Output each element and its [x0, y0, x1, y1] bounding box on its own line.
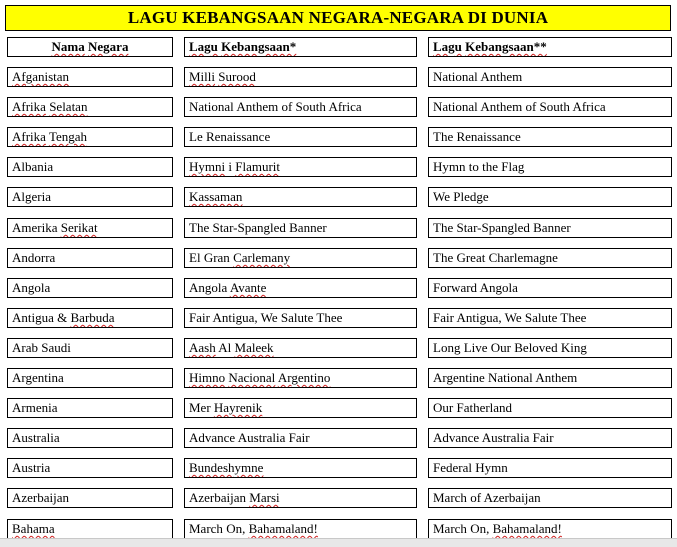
column-header-3: [428, 37, 672, 57]
cell-word: Our: [490, 340, 511, 355]
cell-word: The: [433, 129, 454, 144]
cell-word: Flag: [501, 159, 525, 174]
cell-word: Andorra: [12, 250, 56, 265]
cell-word: Kebangsaan*: [221, 39, 297, 54]
cell-word: Aash: [189, 340, 216, 355]
cell-word: Angola: [479, 280, 518, 295]
cell-word: Angola: [12, 280, 51, 295]
document-title: LAGU KEBANGSAAN NEGARA-NEGARA DI DUNIA: [5, 5, 671, 31]
cell-word: National: [433, 99, 478, 114]
anthem-translation-cell: [428, 428, 672, 448]
cell-word: Argentina: [12, 370, 64, 385]
cell-word: to: [468, 159, 479, 174]
anthem-original-cell: [184, 248, 417, 268]
cell-word: Carlemany: [233, 250, 291, 265]
cell-word: Afganistan: [12, 69, 70, 84]
cell-word: National: [488, 370, 533, 385]
cell-word: of: [525, 99, 537, 114]
cell-word: Star-Spangled: [456, 220, 530, 235]
cell-word: Le: [189, 129, 203, 144]
cell-word: Bahamaland!: [248, 521, 318, 536]
anthem-translation-cell: [428, 187, 672, 207]
cell-word: Thee: [560, 310, 587, 325]
cell-word: The: [189, 220, 210, 235]
cell-word: Al: [218, 340, 232, 355]
cell-word: Surood: [218, 69, 256, 84]
anthem-original-cell: [184, 488, 417, 508]
cell-word: King: [560, 340, 587, 355]
country-name-cell: [7, 368, 173, 388]
cell-word: Anthem: [480, 69, 523, 84]
cell-word: Renaissance: [456, 129, 521, 144]
cell-word: Thee: [316, 310, 343, 325]
anthem-translation-cell: [428, 398, 672, 418]
cell-word: Advance: [433, 430, 480, 445]
cell-word: Fatherland: [456, 400, 513, 415]
cell-word: Anthem: [535, 370, 578, 385]
cell-word: Azerbaijan: [12, 490, 70, 505]
cell-word: Afrika: [12, 99, 46, 114]
cell-word: Forward: [433, 280, 478, 295]
cell-word: Nama: [51, 39, 85, 54]
cell-word: Gran: [203, 250, 230, 265]
cell-word: Banner: [289, 220, 327, 235]
cell-word: Algeria: [12, 189, 51, 204]
cell-word: Africa: [572, 99, 606, 114]
cell-word: Nacional: [228, 370, 276, 385]
cell-word: Marsi: [249, 490, 280, 505]
cell-word: Bahamaland!: [492, 521, 562, 536]
cell-word: March: [189, 521, 223, 536]
cell-word: Afrika: [12, 129, 46, 144]
anthem-original-cell: [184, 428, 417, 448]
column-header-1: [7, 37, 173, 57]
cell-word: Maleek: [234, 340, 274, 355]
cell-word: of: [470, 490, 482, 505]
anthem-translation-cell: [428, 218, 672, 238]
cell-word: Federal: [433, 460, 472, 475]
cell-word: Pledge: [453, 189, 489, 204]
anthem-original-cell: [184, 187, 417, 207]
cell-word: Great: [456, 250, 486, 265]
cell-word: Salute: [524, 310, 558, 325]
cell-word: of: [281, 99, 293, 114]
country-name-cell: [7, 488, 173, 508]
cell-word: &: [57, 310, 68, 325]
cell-word: Austria: [12, 460, 51, 475]
country-name-cell: [7, 248, 173, 268]
cell-word: Australia: [237, 430, 286, 445]
country-name-cell: [7, 157, 173, 177]
cell-word: Australia: [481, 430, 530, 445]
cell-word: Anthem: [236, 99, 279, 114]
anthem-translation-cell: [428, 458, 672, 478]
anthem-translation-cell: [428, 519, 672, 539]
country-name-cell: [7, 398, 173, 418]
cell-word: Negara: [88, 39, 129, 54]
anthem-translation-cell: [428, 368, 672, 388]
country-name-cell: [7, 278, 173, 298]
cell-word: Selatan: [49, 99, 88, 114]
cell-word: Renaissance: [205, 129, 271, 144]
cell-word: Hayrenik: [213, 400, 263, 415]
cell-word: Hymni: [189, 159, 226, 174]
country-name-cell: [7, 519, 173, 539]
cell-word: Fair: [532, 430, 554, 445]
cell-word: Armenia: [12, 400, 58, 415]
country-name-cell: [7, 97, 173, 117]
anthem-original-cell: [184, 338, 417, 358]
anthem-original-cell: [184, 308, 417, 328]
cell-word: South: [539, 99, 570, 114]
cell-word: Milli: [189, 69, 216, 84]
cell-word: Flamurit: [235, 159, 281, 174]
cell-word: Saudi: [41, 340, 71, 355]
cell-word: Antigua,: [212, 310, 258, 325]
cell-word: Azerbaijan: [483, 490, 541, 505]
cell-word: Antigua,: [456, 310, 502, 325]
anthem-original-cell: [184, 519, 417, 539]
cell-word: Barbuda: [70, 310, 115, 325]
cell-word: Hymn: [475, 460, 508, 475]
cell-word: Star-Spangled: [212, 220, 286, 235]
cell-word: Australia: [12, 430, 60, 445]
anthem-translation-cell: [428, 488, 672, 508]
cell-word: The: [433, 220, 454, 235]
cell-word: Argentino: [277, 370, 331, 385]
cell-word: Charlemagne: [488, 250, 558, 265]
cell-word: Anthem: [480, 99, 523, 114]
anthem-original-cell: [184, 278, 417, 298]
cell-word: Argentine: [433, 370, 485, 385]
cell-word: National: [189, 99, 234, 114]
cell-word: Fair: [288, 430, 310, 445]
anthem-translation-cell: [428, 157, 672, 177]
cell-word: Bundeshymne: [189, 460, 264, 475]
anthem-translation-cell: [428, 248, 672, 268]
cell-word: the: [482, 159, 499, 174]
cell-word: Banner: [533, 220, 571, 235]
anthem-original-cell: [184, 218, 417, 238]
cell-word: Fair: [189, 310, 210, 325]
country-name-cell: [7, 428, 173, 448]
cell-word: The: [433, 250, 454, 265]
cell-word: El: [189, 250, 201, 265]
cell-word: Our: [433, 400, 454, 415]
cell-word: Africa: [328, 99, 362, 114]
cell-word: Kassaman: [189, 189, 243, 204]
anthem-original-cell: [184, 97, 417, 117]
anthem-original-cell: [184, 398, 417, 418]
country-name-cell: [7, 218, 173, 238]
anthem-original-cell: [184, 157, 417, 177]
country-name-cell: [7, 458, 173, 478]
anthem-original-cell: [184, 127, 417, 147]
country-name-cell: [7, 187, 173, 207]
cell-word: i: [228, 159, 232, 174]
cell-word: Tengah: [48, 129, 88, 144]
cell-word: Bahama: [12, 521, 55, 536]
cell-word: Arab: [12, 340, 38, 355]
cell-word: Himno: [189, 370, 226, 385]
cell-word: Fair: [433, 310, 454, 325]
cell-word: Antigua: [12, 310, 54, 325]
cell-word: Amerika: [12, 220, 58, 235]
anthem-translation-cell: [428, 97, 672, 117]
anthem-original-cell: [184, 458, 417, 478]
country-name-cell: [7, 67, 173, 87]
cell-word: Azerbaijan: [189, 490, 247, 505]
cell-word: Salute: [280, 310, 314, 325]
anthem-translation-cell: [428, 278, 672, 298]
cell-word: Live: [463, 340, 488, 355]
cell-word: Kebangsaan**: [465, 39, 547, 54]
cell-word: We: [433, 189, 450, 204]
anthem-translation-cell: [428, 127, 672, 147]
cell-word: Lagu: [433, 39, 462, 54]
cell-word: On,: [470, 521, 490, 536]
cell-word: National: [433, 69, 478, 84]
anthem-original-cell: [184, 368, 417, 388]
anthem-original-cell: [184, 67, 417, 87]
cell-word: On,: [226, 521, 246, 536]
cell-word: Hymn: [433, 159, 466, 174]
cell-word: March: [433, 521, 467, 536]
anthem-translation-cell: [428, 67, 672, 87]
cell-word: Advance: [189, 430, 236, 445]
cell-word: Mer: [189, 400, 211, 415]
anthem-translation-cell: [428, 308, 672, 328]
column-header-2: [184, 37, 417, 57]
cell-word: Albania: [12, 159, 54, 174]
cell-word: Beloved: [514, 340, 558, 355]
cell-word: Lagu: [189, 39, 218, 54]
cell-word: We: [260, 310, 278, 325]
anthem-translation-cell: [428, 338, 672, 358]
cell-word: Angola: [189, 280, 228, 295]
cell-word: Avante: [229, 280, 267, 295]
country-name-cell: [7, 308, 173, 328]
country-name-cell: [7, 127, 173, 147]
cell-word: Serikat: [60, 220, 98, 235]
cell-word: Long: [433, 340, 461, 355]
country-name-cell: [7, 338, 173, 358]
cell-word: South: [295, 99, 326, 114]
cell-word: March: [433, 490, 467, 505]
cell-word: We: [504, 310, 522, 325]
